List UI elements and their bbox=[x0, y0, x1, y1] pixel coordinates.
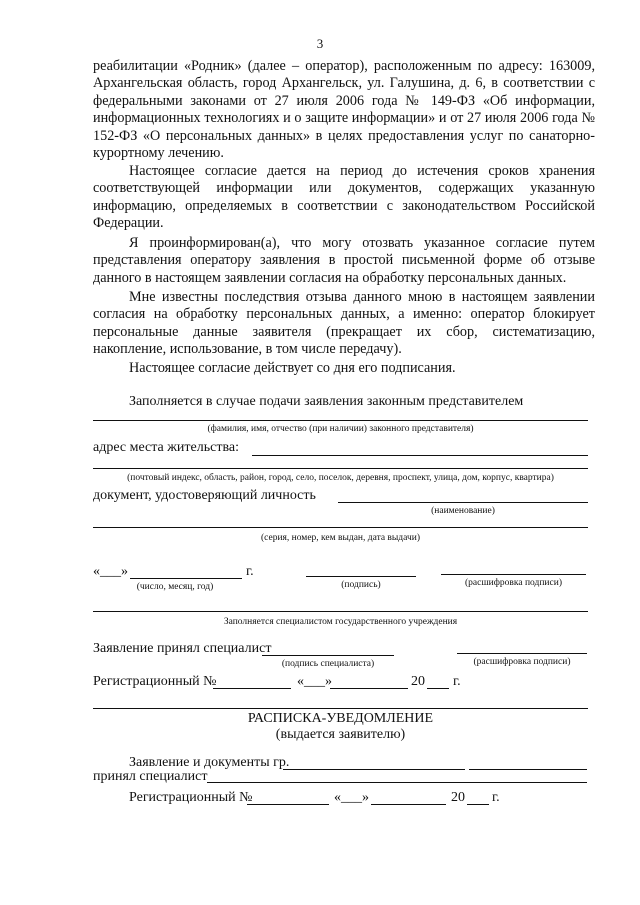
address-input-line[interactable] bbox=[252, 455, 588, 456]
signature-input-line[interactable] bbox=[306, 576, 416, 577]
paragraph-revoke: Я проинформирован(а), что могу отозвать указанное согласие путем представления оператору заявления в простой письменной форме об отзыве данного в настоящем заявлении согласия на обработку персональных данных. bbox=[93, 235, 595, 286]
specialist-heading: Заполняется специалистом государственного учреждения bbox=[223, 617, 458, 627]
document-details-input-line[interactable] bbox=[93, 527, 588, 528]
specialist-reg-date: «___» bbox=[297, 674, 332, 689]
paragraph-period: Настоящее согласие дается на период до истечения сроков хранения соответствующей информации или документов, содержащих указанную информацию, определяемых в соответствии с законодательством Российской Федерации. bbox=[93, 163, 595, 232]
receipt-reg-label: Регистрационный № bbox=[129, 790, 253, 805]
date-hint: (число, месяц, год) bbox=[136, 582, 214, 592]
paragraph-operator: реабилитации «Родник» (далее – оператор), расположенным по адресу: 163009, Архангельская область, город Архангельск, ул. Галушина, д. 6, в соответствии с федеральными законами от 27 июля 2006 года № 149-ФЗ «Об информации, информационных технологиях и о защите информации» и от 27 июля 2006 года № 152-ФЗ «О персональных данных» в целях предоставления услуг по санаторно-курортному лечению. bbox=[93, 58, 595, 162]
specialist-reg-year-line[interactable] bbox=[427, 688, 449, 689]
specialist-decode-hint: (расшифровка подписи) bbox=[473, 657, 571, 667]
date-day: «___» bbox=[93, 564, 128, 579]
representative-heading: Заполняется в случае подачи заявления законным представителем bbox=[129, 394, 524, 409]
receipt-reg-date: «___» bbox=[334, 790, 369, 805]
specialist-reg-year: 20 bbox=[411, 674, 425, 689]
address-input-line-2[interactable] bbox=[93, 468, 588, 469]
document-name-input-line[interactable] bbox=[338, 502, 588, 503]
receipt-reg-year: 20 bbox=[451, 790, 465, 805]
receipt-name-input-line[interactable] bbox=[283, 769, 465, 770]
receipt-reg-year-suffix: г. bbox=[492, 790, 500, 805]
fio-input-line[interactable] bbox=[93, 420, 588, 421]
specialist-decode-input-line[interactable] bbox=[457, 653, 587, 654]
address-label: адрес места жительства: bbox=[93, 440, 239, 455]
address-hint: (почтовый индекс, область, район, город, село, поселок, деревня, проспект, улица, дом, корпус, квартира) bbox=[127, 473, 554, 483]
specialist-signature-hint: (подпись специалиста) bbox=[281, 659, 375, 669]
date-input-line[interactable] bbox=[130, 578, 242, 579]
page-number: 3 bbox=[316, 36, 324, 51]
receipt-name-input-line-2[interactable] bbox=[469, 769, 587, 770]
receipt-reg-month-line[interactable] bbox=[371, 804, 446, 805]
signature-decode-input-line[interactable] bbox=[441, 574, 586, 575]
fio-hint: (фамилия, имя, отчество (при наличии) законного представителя) bbox=[207, 424, 474, 434]
receipt-reg-number-line[interactable] bbox=[247, 804, 329, 805]
receipt-subtitle: (выдается заявителю) bbox=[275, 727, 406, 742]
signature-hint: (подпись) bbox=[341, 580, 381, 590]
specialist-reg-year-suffix: г. bbox=[453, 674, 461, 689]
signature-decode-hint: (расшифровка подписи) bbox=[465, 578, 562, 588]
specialist-reg-label: Регистрационный № bbox=[93, 674, 217, 689]
receipt-reg-year-line[interactable] bbox=[467, 804, 489, 805]
receipt-docs-label: Заявление и документы гр. bbox=[129, 755, 290, 770]
document-name-hint: (наименование) bbox=[431, 506, 495, 516]
receipt-specialist-input-line[interactable] bbox=[207, 782, 587, 783]
document-details-hint: (серия, номер, кем выдан, дата выдачи) bbox=[260, 533, 420, 543]
specialist-accepted-label: Заявление принял специалист bbox=[93, 641, 272, 656]
document-label: документ, удостоверяющий личность bbox=[93, 488, 316, 503]
specialist-reg-month-line[interactable] bbox=[330, 688, 408, 689]
paragraph-consequences: Мне известны последствия отзыва данного мною в настоящем заявлении согласия на обработку персональных данных, а именно: оператор блокирует персональные данные заявителя (прекращает их сбор, систематизацию, накопление, использование, в том числе передачу). bbox=[93, 289, 595, 358]
receipt-title: РАСПИСКА-УВЕДОМЛЕНИЕ bbox=[247, 711, 434, 726]
receipt-accepted-label: принял специалист bbox=[93, 769, 208, 784]
date-suffix: г. bbox=[246, 564, 254, 579]
receipt-separator-line bbox=[93, 708, 588, 709]
specialist-separator-line bbox=[93, 611, 588, 612]
paragraph-validity: Настоящее согласие действует со дня его подписания. bbox=[129, 360, 456, 376]
specialist-reg-number-line[interactable] bbox=[213, 688, 291, 689]
specialist-signature-input-line[interactable] bbox=[262, 655, 394, 656]
